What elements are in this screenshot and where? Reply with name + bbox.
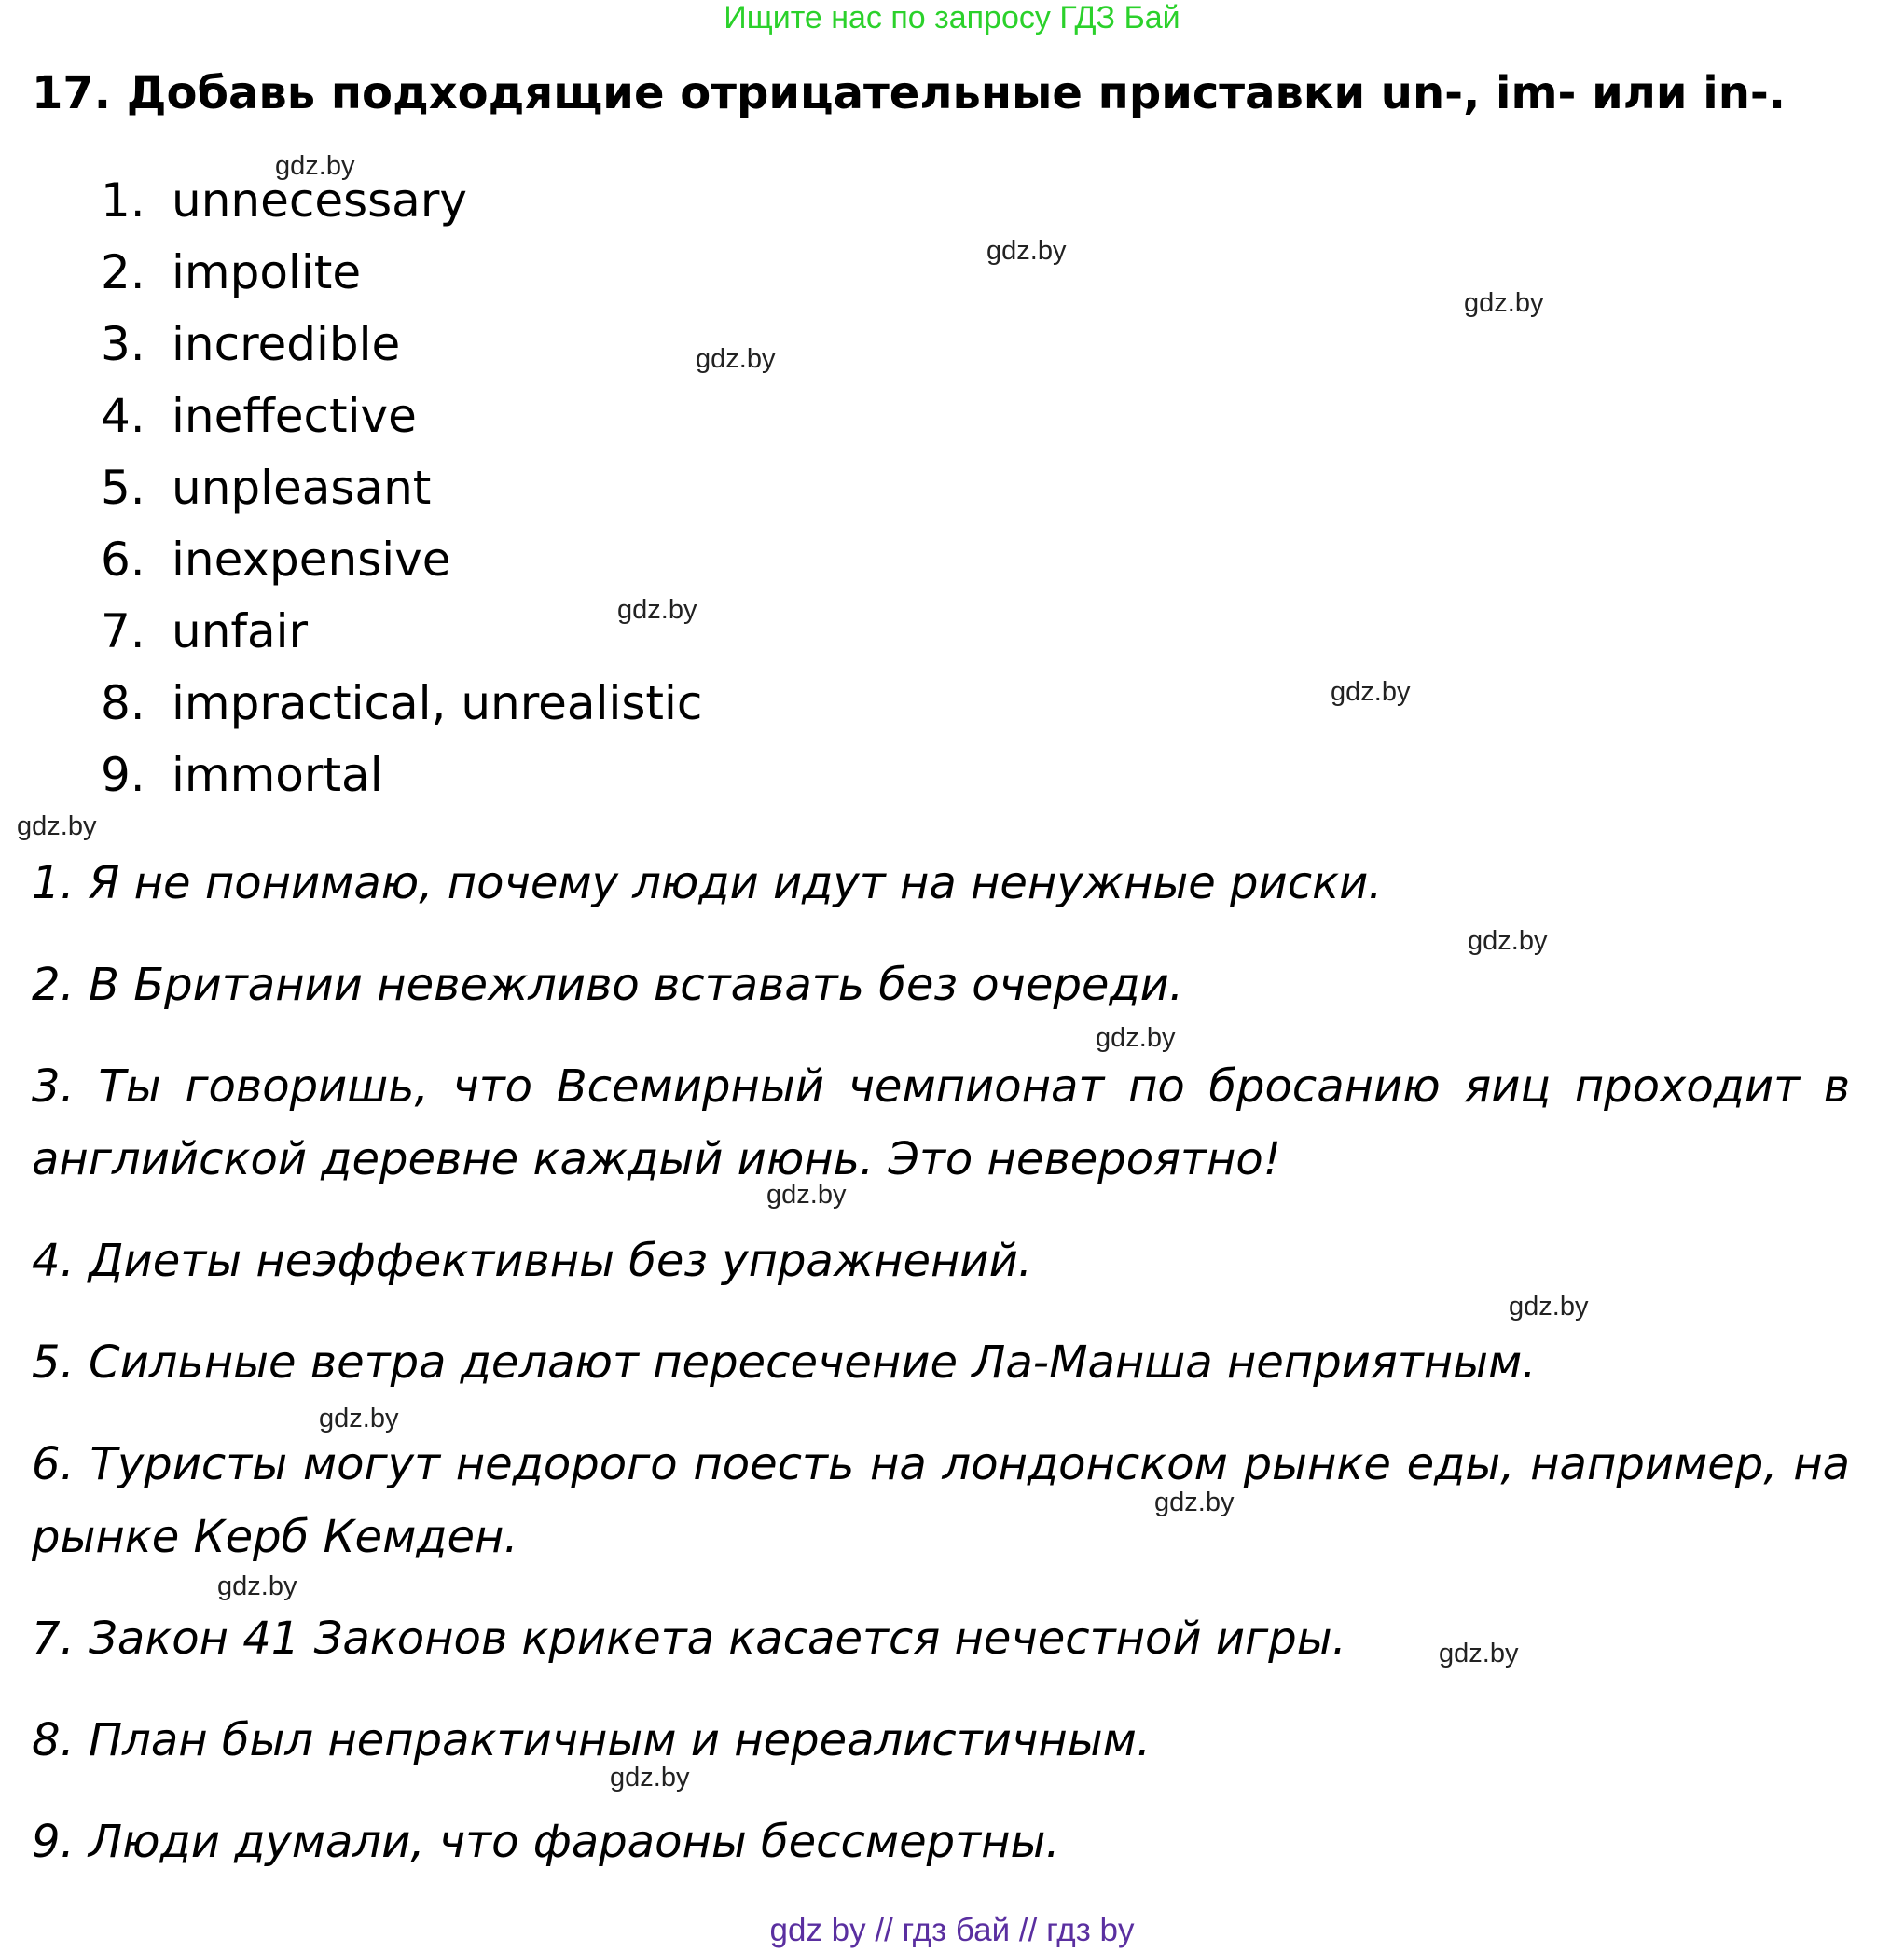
watermark: gdz.by — [319, 1404, 399, 1433]
list-item: 4. ineffective — [101, 389, 417, 443]
watermark: gdz.by — [1154, 1488, 1235, 1517]
exercise-title: 17. Добавь подходящие отрицательные приставки un-, im- или in-. — [32, 67, 1787, 119]
list-item: 8. impractical, unrealistic — [101, 676, 703, 730]
watermark: gdz.by — [1096, 1023, 1176, 1053]
watermark: gdz.by — [986, 236, 1067, 266]
footer-links[interactable]: gdz by // гдз бай // гдз by — [769, 1912, 1135, 1948]
list-item: 3. incredible — [101, 317, 401, 371]
translation-sentence: 8. План был непрактичным и нереалистичным. — [32, 1714, 1152, 1766]
watermark: gdz.by — [275, 151, 355, 181]
list-item: 1. unnecessary — [101, 173, 467, 228]
watermark: gdz.by — [766, 1180, 847, 1210]
translation-sentence: 3. Ты говоришь, что Всемирный чемпионат по бросанию яиц проходит в английской деревне каждый июнь. Это невероятно! — [32, 1060, 1850, 1185]
watermark: gdz.by — [696, 344, 776, 374]
watermark: gdz.by — [217, 1571, 297, 1601]
translation-sentence: 5. Сильные ветра делают пересечение Ла-Манша неприятным. — [32, 1336, 1537, 1389]
translation-list — [32, 847, 1850, 1907]
list-item: 7. unfair — [101, 604, 309, 658]
top-banner[interactable]: Ищите нас по запросу ГДЗ Бай — [724, 0, 1180, 35]
list-item: 9. immortal — [101, 748, 383, 802]
watermark: gdz.by — [617, 595, 697, 625]
translation-sentence: 4. Диеты неэффективны без упражнений. — [32, 1235, 1033, 1287]
watermark: gdz.by — [1509, 1292, 1589, 1322]
translation-sentence: 9. Люди думали, что фараоны бессмертны. — [32, 1816, 1060, 1868]
translation-sentence: 6. Туристы могут недорого поесть на лондонском рынке еды, например, на рынке Керб Кемден. — [32, 1438, 1850, 1563]
answer-list — [101, 170, 702, 816]
translation-sentence: 7. Закон 41 Законов крикета касается нечестной игры. — [32, 1613, 1346, 1665]
list-item: 6. inexpensive — [101, 533, 451, 587]
watermark: gdz.by — [1468, 926, 1548, 956]
watermark: gdz.by — [1439, 1639, 1519, 1668]
translation-sentence: 2. В Британии невежливо вставать без очереди. — [32, 959, 1184, 1011]
watermark: gdz.by — [1464, 288, 1544, 318]
list-item: 2. impolite — [101, 245, 362, 299]
translation-sentence: 1. Я не понимаю, почему люди идут на ненужные риски. — [32, 857, 1383, 909]
watermark: gdz.by — [17, 811, 97, 841]
watermark: gdz.by — [610, 1763, 690, 1793]
list-item: 5. unpleasant — [101, 461, 432, 515]
watermark: gdz.by — [1331, 677, 1411, 707]
